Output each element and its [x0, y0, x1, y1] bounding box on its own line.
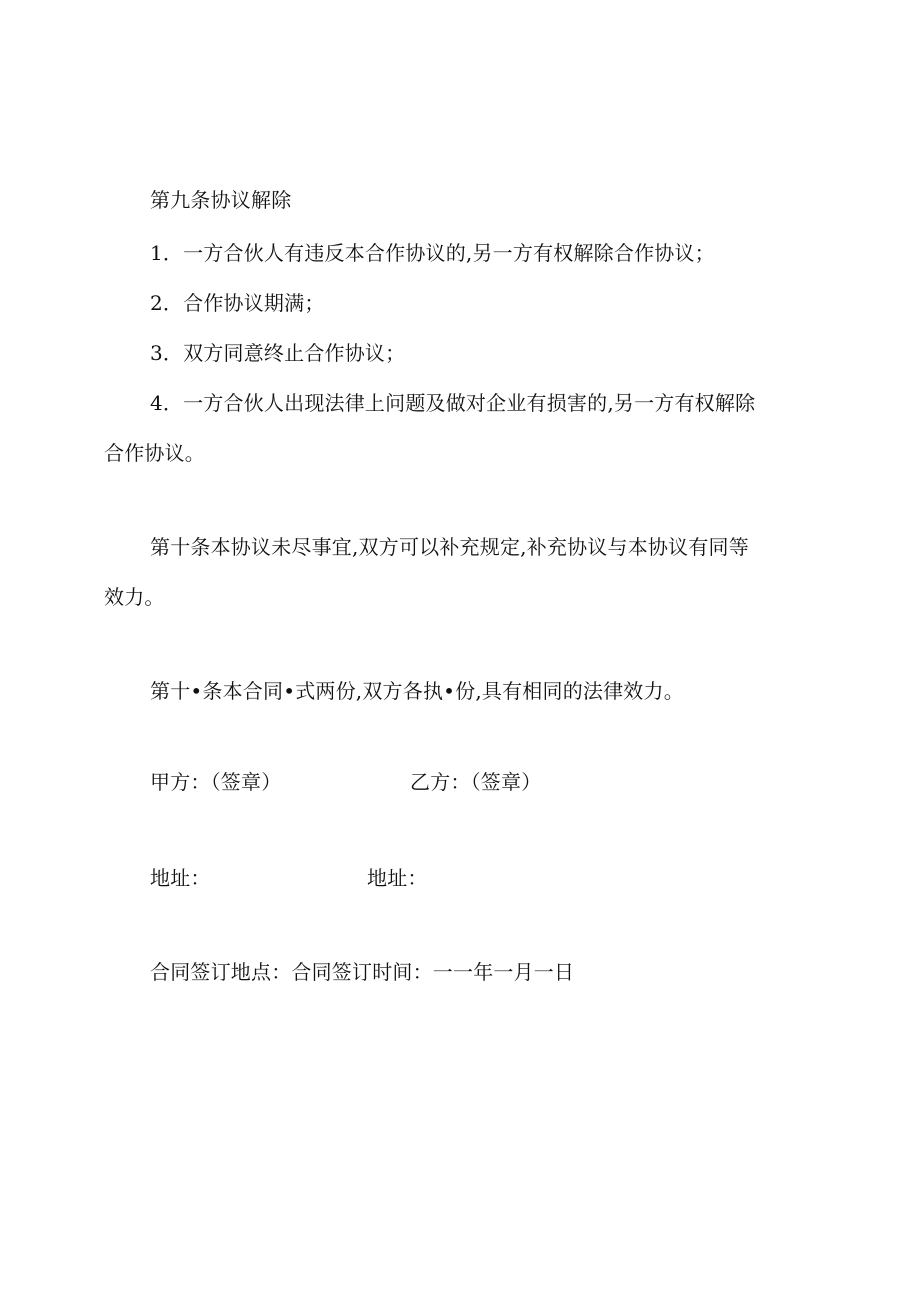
- article-9-item-1: 1．一方合伙人有违反本合作协议的,另一方有权解除合作协议；: [150, 241, 715, 265]
- article-9-item-3: 3．双方同意终止合作协议；: [150, 341, 406, 365]
- article-9-item-4-line-2: 合作协议。: [104, 441, 205, 465]
- party-a-address: 地址：: [150, 866, 211, 890]
- party-b-address: 地址：: [367, 866, 428, 890]
- contract-place-and-time: 合同签订地点：合同签订时间：一一年一月一日: [150, 960, 575, 984]
- party-a-signature: 甲方：（签章）: [150, 770, 282, 794]
- article-9-item-2: 2．合作协议期满；: [150, 291, 325, 315]
- party-b-signature: 乙方：（签章）: [410, 770, 542, 794]
- article-10-line-1: 第十条本协议未尽事宜,双方可以补充规定,补充协议与本协议有同等: [150, 535, 749, 559]
- article-9-title: 第九条协议解除: [150, 188, 292, 212]
- article-10-line-2: 效力。: [104, 585, 165, 609]
- article-11-line-1: 第十•条本合同•式两份,双方各执•份,具有相同的法律效力。: [150, 679, 684, 703]
- article-9-item-4-line-1: 4．一方合伙人出现法律上问题及做对企业有损害的,另一方有权解除: [150, 391, 756, 415]
